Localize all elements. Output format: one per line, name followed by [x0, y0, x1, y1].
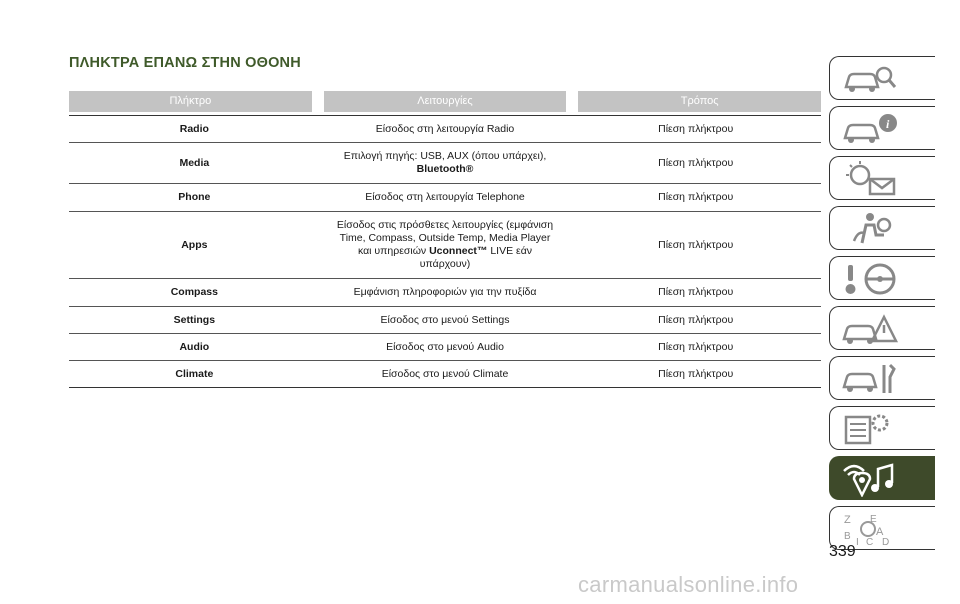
row-key: Compass — [170, 286, 218, 298]
row-mode: Πίεση πλήκτρου — [658, 313, 734, 326]
airbag-seat-icon — [840, 211, 900, 247]
row-key: Phone — [178, 191, 211, 203]
row-mode: Πίεση πλήκτρου — [658, 156, 734, 169]
svg-text:I: I — [856, 537, 859, 547]
section-title: ΠΛΗΚΤΡΑ ΕΠΑΝΩ ΣΤΗΝ ΟΘΟΝΗ — [69, 55, 301, 71]
tab-warning-lights[interactable] — [829, 156, 935, 200]
row-mode: Πίεση πλήκτρου — [658, 238, 734, 251]
function-bold: Bluetooth® — [416, 163, 474, 175]
row-function: Είσοδος στο μενού Audio — [386, 340, 504, 353]
row-mode: Πίεση πλήκτρου — [658, 191, 734, 203]
table-body — [69, 115, 821, 388]
svg-text:C: C — [866, 537, 874, 547]
svg-text:E: E — [870, 514, 877, 525]
svg-text:Z: Z — [844, 514, 851, 526]
row-key: Settings — [173, 313, 216, 326]
tab-car-info[interactable] — [829, 106, 935, 150]
row-function: Είσοδος στο μενού Settings — [380, 313, 510, 326]
function-line: υπάρχουν) — [419, 258, 471, 270]
row-key: Apps — [181, 238, 208, 251]
tab-multimedia[interactable] — [829, 456, 935, 500]
buttons-table — [69, 91, 821, 388]
page-number: 339 — [829, 543, 856, 560]
function-line: Επιλογή πηγής: USB, AUX (όπου υπάρχει), — [343, 150, 547, 162]
table-header — [69, 91, 821, 112]
tab-technical-data[interactable] — [829, 406, 935, 450]
warning-lights-icon — [840, 161, 900, 197]
row-mode: Πίεση πλήκτρου — [658, 286, 734, 298]
table-row — [69, 334, 821, 361]
car-breakdown-icon — [840, 311, 900, 347]
row-function: Είσοδος στο μενού Climate — [381, 367, 509, 380]
table-row — [69, 184, 821, 212]
row-function — [320, 219, 571, 271]
car-info-icon — [840, 111, 900, 147]
tab-car-breakdown[interactable] — [829, 306, 935, 350]
function-line: και υπηρεσιών — [357, 245, 427, 257]
header-key: Πλήκτρο — [69, 91, 312, 112]
row-function: Είσοδος στη λειτουργία Radio — [375, 122, 515, 135]
multimedia-icon — [840, 461, 900, 497]
row-key: Climate — [175, 367, 214, 380]
row-function: Εμφάνιση πληροφοριών για την πυξίδα — [353, 286, 537, 298]
alphabetical-index-icon — [840, 511, 900, 547]
svg-text:i: i — [886, 117, 890, 131]
row-key: Media — [179, 156, 210, 169]
function-bold: Uconnect™ — [429, 245, 488, 257]
tab-airbag-seat[interactable] — [829, 206, 935, 250]
row-mode: Πίεση πλήκτρου — [658, 340, 734, 353]
function-line: LIVE εάν — [490, 245, 533, 257]
row-mode: Πίεση πλήκτρου — [658, 122, 734, 135]
row-function — [320, 150, 571, 176]
tab-car-maintenance[interactable] — [829, 356, 935, 400]
table-row — [69, 279, 821, 307]
table-row — [69, 212, 821, 279]
tab-key-steering[interactable] — [829, 256, 935, 300]
function-line: Time, Compass, Outside Temp, Media Player — [339, 232, 551, 244]
car-maintenance-icon — [840, 361, 900, 397]
row-mode: Πίεση πλήκτρου — [658, 367, 734, 380]
svg-text:A: A — [876, 526, 884, 538]
row-key: Radio — [179, 122, 209, 135]
watermark: carmanualsonline.info — [578, 572, 799, 597]
svg-text:B: B — [844, 531, 851, 542]
table-row — [69, 116, 821, 143]
svg-text:D: D — [882, 537, 890, 547]
table-row — [69, 143, 821, 184]
function-line: Είσοδος στις πρόσθετες λειτουργίες (εμφάνιση — [336, 219, 554, 231]
table-row — [69, 361, 821, 388]
row-key: Audio — [179, 340, 210, 353]
tab-car-search[interactable] — [829, 56, 935, 100]
row-function: Είσοδος στη λειτουργία Telephone — [365, 191, 525, 203]
key-steering-icon — [840, 261, 900, 297]
technical-data-icon — [840, 411, 900, 447]
table-row — [69, 307, 821, 334]
car-search-icon — [840, 61, 900, 97]
header-mode: Τρόπος — [578, 91, 821, 112]
header-function: Λειτουργίες — [324, 91, 567, 112]
